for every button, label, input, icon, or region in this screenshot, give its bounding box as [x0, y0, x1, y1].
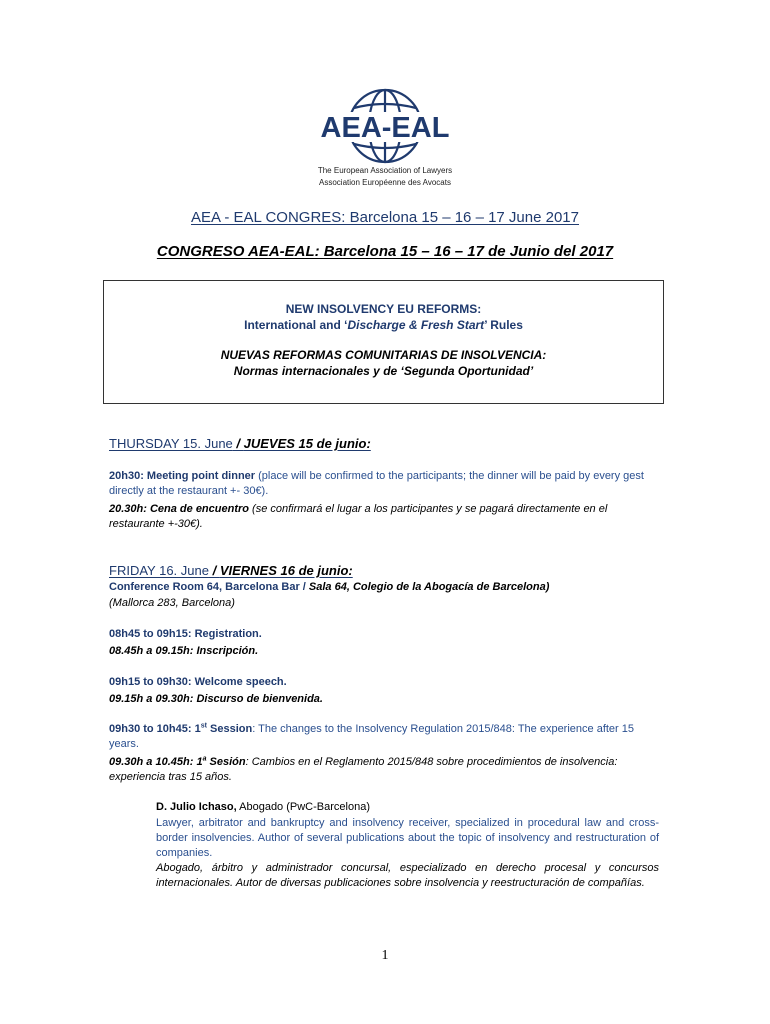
friday-venue-address: (Mallorca 283, Barcelona) [109, 597, 235, 609]
session1-en [109, 722, 659, 752]
welcome-en [109, 675, 659, 690]
logo-caption-en: The European Association of Lawyers [317, 166, 453, 175]
thursday-heading [109, 436, 659, 451]
dinner-text-es: (se confirmará el lugar a los participantes y se pagará directamente en el restaurante +-30€). [109, 503, 608, 530]
dinner-text-en: (place will be confirmed to the participants; the dinner will be paid by every gest directly at the restaurant +- 30€). [109, 470, 644, 497]
title-es [0, 243, 770, 260]
thursday-heading-en: THURSDAY 15. June [109, 436, 233, 451]
title-en-text: AEA - EAL CONGRES: Barcelona 15 – 16 – 17 June 2017 [190, 209, 579, 226]
friday-heading [109, 563, 659, 578]
friday-heading-en: FRIDAY 16. June [109, 563, 209, 578]
session1-label-en: Session [206, 723, 253, 735]
thursday-dinner-es [109, 502, 659, 532]
theme-line-2c: ’ Rules [484, 318, 523, 332]
session1-label-es: Sesión [206, 756, 246, 768]
session1-time-es: 09.30h a 10.45h: 1 [109, 756, 203, 768]
session1-sup-es: a [202, 755, 207, 763]
thursday-heading-es: JUEVES 15 de junio: [243, 436, 371, 451]
theme-box [103, 280, 664, 404]
session1-text-en: : The changes to the Insolvency Regulation 2015/848: The experience after 15 years. [109, 723, 635, 750]
title-en [0, 209, 770, 226]
speaker-name-line [156, 800, 659, 815]
session1-es [109, 755, 659, 785]
friday-venue [109, 580, 659, 595]
speaker-name: D. Julio Ichaso, [156, 801, 237, 813]
welcome-es-text: 09.15h a 09.30h: Discurso de bienvenida. [109, 693, 323, 705]
speaker-bio-es: Abogado, árbitro y administrador concursal, especializado en derecho procesal y concursos internacionales. Autor de diversas publicaciones sobre insolvencia y reestructuración de compañías. [156, 862, 659, 889]
theme-line-4: Normas internacionales y de ‘Segunda Oportunidad’ [233, 364, 534, 378]
theme-line-1: NEW INSOLVENCY EU REFORMS: [285, 302, 482, 316]
theme-line-2a: International and ‘ [244, 318, 348, 332]
thursday-heading-sep: / [232, 436, 244, 451]
registration-es-text: 08.45h a 09.15h: Inscripción. [109, 645, 259, 657]
theme-line-3: NUEVAS REFORMAS COMUNITARIAS DE INSOLVENCIA: [220, 348, 547, 362]
registration-en-text: 08h45 to 09h15: Registration. [109, 628, 262, 640]
venue-room: Conference Room 64 [109, 581, 220, 593]
friday-heading-sep: / [208, 563, 220, 578]
theme-line-2b: Discharge & Fresh Start [347, 318, 485, 332]
venue-bar: , Barcelona Bar / [219, 581, 309, 593]
title-es-text: CONGRESO AEA-EAL: Barcelona 15 – 16 – 17 de Junio del 2017 [156, 243, 614, 260]
dinner-time-es: 20.30h: Cena de encuentro [109, 503, 249, 515]
session1-time-en: 09h30 to 10h45: 1 [109, 723, 201, 735]
session1-sup-en: st [200, 722, 207, 730]
session1-text-es: : Cambios en el Reglamento 2015/848 sobre procedimientos de insolvencia: experiencia tras 15 años. [109, 756, 618, 783]
venue-sala: Sala 64, Colegio de la Abogacía de Barcelona) [308, 581, 550, 593]
logo-wordmark: AEA-EAL [320, 112, 450, 144]
friday-heading-es: VIERNES 16 de junio: [219, 563, 353, 578]
speaker-bio-en: Lawyer, arbitrator and bankruptcy and insolvency receiver, specialized in procedural law and cross-border insolvencies. Author of several publications about the topic of insolvency and restructuration of companies. [156, 817, 659, 859]
thursday-dinner-en [109, 469, 659, 499]
globe-logo-icon [302, 86, 468, 166]
theme-line-2 [104, 317, 663, 333]
speaker-role: Abogado (PwC-Barcelona) [236, 801, 370, 813]
welcome-en-text: 09h15 to 09h30: Welcome speech. [109, 676, 287, 688]
registration-en [109, 627, 659, 642]
welcome-es [109, 692, 659, 707]
dinner-time-en: 20h30: Meeting point dinner [109, 470, 256, 482]
registration-es [109, 644, 659, 659]
logo-caption [302, 165, 468, 189]
page-number: 1 [381, 948, 389, 963]
logo-caption-fr: Association Européenne des Avocats [319, 178, 451, 187]
